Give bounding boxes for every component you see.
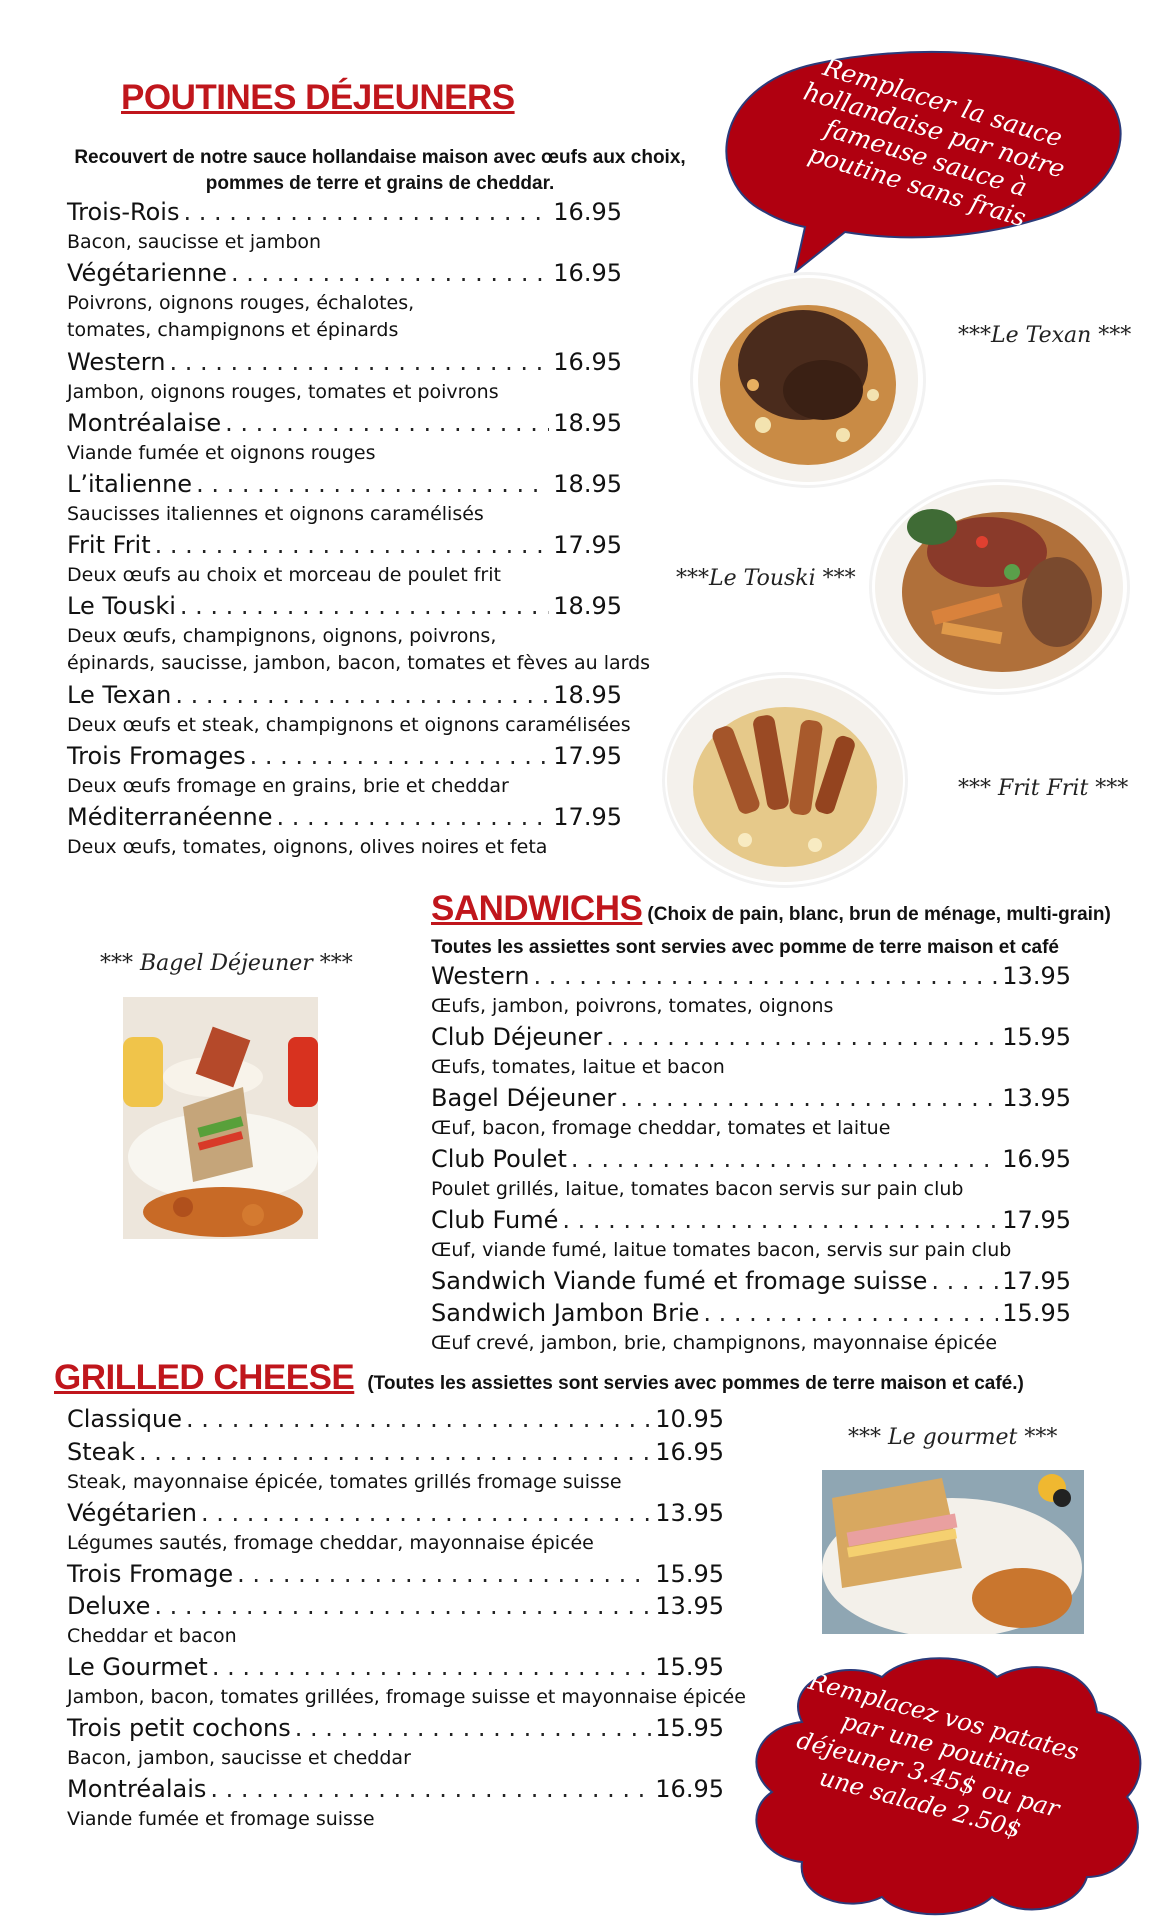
menu-item-price: 16.95 — [553, 259, 622, 287]
menu-item — [67, 197, 622, 227]
grilled-title: GRILLED CHEESE — [54, 1358, 355, 1397]
menu-item-price: 15.95 — [1002, 1299, 1071, 1327]
dot-leader — [210, 1774, 651, 1804]
dot-leader — [155, 530, 550, 560]
menu-item-description: Œufs, tomates, laitue et bacon — [431, 1056, 725, 1078]
menu-item-name: Trois petit cochons — [67, 1714, 291, 1742]
menu-item — [67, 408, 622, 438]
menu-item-price: 17.95 — [1002, 1206, 1071, 1234]
menu-item-name: Trois-Rois — [67, 198, 180, 226]
dot-leader — [169, 347, 549, 377]
menu-item-name: Western — [431, 962, 530, 990]
menu-item — [67, 591, 622, 621]
menu-item-name: Club Fumé — [431, 1206, 559, 1234]
menu-item-description: tomates, champignons et épinards — [67, 319, 399, 341]
poutines-intro — [40, 145, 720, 197]
menu-item-price: 13.95 — [655, 1499, 724, 1527]
menu-item-price: 18.95 — [553, 592, 622, 620]
menu-item-name: Western — [67, 348, 166, 376]
menu-item-name: Méditerranéenne — [67, 803, 273, 831]
menu-item-name: Trois Fromages — [67, 742, 246, 770]
menu-item — [431, 1298, 1071, 1328]
menu-item-description: Œuf, viande fumé, laitue tomates bacon, servis sur pain club — [431, 1239, 1012, 1261]
menu-item — [67, 1498, 724, 1528]
menu-item-description: Légumes sautés, fromage cheddar, mayonnaise épicée — [67, 1532, 594, 1554]
menu-item-price: 16.95 — [1002, 1145, 1071, 1173]
photo-frit-frit — [665, 675, 905, 885]
menu-item-description: Œuf crevé, jambon, brie, champignons, mayonnaise épicée — [431, 1332, 998, 1354]
menu-item — [431, 1022, 1071, 1052]
sandwichs-intro: Toutes les assiettes sont servies avec pomme de terre maison et café — [431, 937, 1059, 958]
menu-item-name: Trois Fromage — [67, 1560, 234, 1588]
poutines-intro-line-1: Recouvert de notre sauce hollandaise maison avec œufs aux choix, — [74, 147, 686, 168]
dot-leader — [225, 408, 549, 438]
menu-item-name: Végétarienne — [67, 259, 227, 287]
menu-item-name: Deluxe — [67, 1592, 151, 1620]
menu-item-price: 17.95 — [553, 803, 622, 831]
menu-item — [67, 1437, 724, 1467]
menu-item — [67, 1713, 724, 1743]
menu-item-name: Classique — [67, 1405, 183, 1433]
menu-item-description: Deux œufs, champignons, oignons, poivrons, — [67, 625, 497, 647]
menu-item-name: Bagel Déjeuner — [431, 1084, 617, 1112]
photo-le-texan — [693, 275, 923, 485]
dot-leader — [231, 258, 549, 288]
menu-item-price: 13.95 — [1002, 962, 1071, 990]
menu-item-description: Bacon, jambon, saucisse et cheddar — [67, 1747, 411, 1769]
menu-item-price: 15.95 — [655, 1560, 724, 1588]
menu-item — [431, 961, 1071, 991]
menu-item — [431, 1144, 1071, 1174]
menu-item — [67, 530, 622, 560]
sandwichs-subtitle: (Choix de pain, blanc, brun de ménage, multi-grain) — [647, 904, 1111, 925]
menu-item-price: 15.95 — [655, 1653, 724, 1681]
menu-item — [67, 802, 622, 832]
dot-leader — [154, 1591, 651, 1621]
menu-item-price: 13.95 — [1002, 1084, 1071, 1112]
menu-item — [431, 1083, 1071, 1113]
menu-item-price: 18.95 — [553, 470, 622, 498]
menu-item — [67, 1404, 724, 1434]
menu-item-description: Viande fumée et fromage suisse — [67, 1808, 375, 1830]
menu-item-name: Frit Frit — [67, 531, 151, 559]
menu-item-price: 17.95 — [553, 531, 622, 559]
dot-leader — [186, 1404, 651, 1434]
menu-item — [67, 741, 622, 771]
menu-item-name: Le Texan — [67, 681, 172, 709]
menu-item-name: Montréalais — [67, 1775, 207, 1803]
poutines-title: POUTINES DÉJEUNERS — [121, 78, 515, 117]
menu-item — [67, 469, 622, 499]
dot-leader — [237, 1559, 651, 1589]
dot-leader — [295, 1713, 652, 1743]
menu-item-description: Œufs, jambon, poivrons, tomates, oignons — [431, 995, 834, 1017]
menu-item-description: Viande fumée et oignons rouges — [67, 442, 376, 464]
menu-item-price: 18.95 — [553, 409, 622, 437]
menu-item — [431, 1205, 1071, 1235]
sandwichs-header — [431, 889, 1111, 929]
bubble-bottom-text: Remplacez vos patates par une poutine déjeuner 3.45$ ou par une salade 2.50$ — [793, 1667, 1082, 1844]
dot-leader — [196, 469, 549, 499]
menu-item-price: 16.95 — [553, 198, 622, 226]
dot-leader — [175, 680, 549, 710]
menu-item-name: Le Touski — [67, 592, 176, 620]
menu-item — [67, 1774, 724, 1804]
menu-item — [67, 1652, 724, 1682]
grilled-header — [54, 1358, 1024, 1398]
menu-item-description: Jambon, bacon, tomates grillées, fromage suisse et mayonnaise épicée — [67, 1686, 746, 1708]
bubble-top-text: Remplacer la sauce hollandaise par notre fameuse sauce à poutine sans frais — [800, 52, 1069, 233]
photo-le-gourmet — [822, 1458, 1084, 1634]
menu-item-description: Bacon, saucisse et jambon — [67, 231, 322, 253]
menu-item — [67, 347, 622, 377]
menu-item-description: Deux œufs au choix et morceau de poulet frit — [67, 564, 501, 586]
menu-item-price: 16.95 — [655, 1438, 724, 1466]
dot-leader — [201, 1498, 651, 1528]
menu-item-description: Steak, mayonnaise épicée, tomates grillés fromage suisse — [67, 1471, 622, 1493]
dot-leader — [620, 1083, 998, 1113]
menu-item-description: Deux œufs et steak, champignons et oignons caramélisées — [67, 714, 631, 736]
menu-item — [67, 258, 622, 288]
dot-leader — [562, 1205, 998, 1235]
menu-item — [67, 680, 622, 710]
menu-item-price: 10.95 — [655, 1405, 724, 1433]
menu-item — [431, 1266, 1071, 1296]
menu-item-name: L’italienne — [67, 470, 193, 498]
caption-bagel: *** Bagel Déjeuner *** — [100, 951, 353, 976]
menu-item-description: Poivrons, oignons rouges, échalotes, — [67, 292, 415, 314]
menu-item-price: 15.95 — [655, 1714, 724, 1742]
menu-item-name: Végétarien — [67, 1499, 197, 1527]
dot-leader — [571, 1144, 998, 1174]
menu-item-price: 18.95 — [553, 681, 622, 709]
menu-item-name: Sandwich Jambon Brie — [431, 1299, 700, 1327]
menu-item-description: Poulet grillés, laitue, tomates bacon servis sur pain club — [431, 1178, 964, 1200]
grilled-subtitle: (Toutes les assiettes sont servies avec pommes de terre maison et café.) — [367, 1373, 1024, 1394]
dot-leader — [931, 1266, 998, 1296]
menu-item-price: 16.95 — [553, 348, 622, 376]
menu-item-description: Œuf, bacon, fromage cheddar, tomates et laitue — [431, 1117, 891, 1139]
photo-le-touski — [872, 482, 1127, 692]
menu-item-name: Sandwich Viande fumé et fromage suisse — [431, 1267, 928, 1295]
caption-le-texan: ***Le Texan *** — [958, 323, 1132, 348]
caption-le-touski: ***Le Touski *** — [676, 566, 856, 591]
menu-item-description: épinards, saucisse, jambon, bacon, tomates et fèves au lards — [67, 652, 651, 674]
menu-item-price: 16.95 — [655, 1775, 724, 1803]
caption-frit-frit: *** Frit Frit *** — [958, 776, 1129, 801]
dot-leader — [533, 961, 998, 991]
menu-item — [67, 1559, 724, 1589]
dot-leader — [277, 802, 550, 832]
sandwichs-title: SANDWICHS — [431, 889, 643, 928]
dot-leader — [212, 1652, 651, 1682]
menu-item-name: Club Déjeuner — [431, 1023, 603, 1051]
menu-item-price: 17.95 — [1002, 1267, 1071, 1295]
menu-item — [67, 1591, 724, 1621]
menu-item-price: 13.95 — [655, 1592, 724, 1620]
dot-leader — [139, 1437, 651, 1467]
menu-item-description: Saucisses italiennes et oignons caramélisés — [67, 503, 484, 525]
caption-le-gourmet: *** Le gourmet *** — [848, 1425, 1058, 1450]
menu-item-description: Deux œufs fromage en grains, brie et cheddar — [67, 775, 509, 797]
dot-leader — [606, 1022, 998, 1052]
menu-item-description: Deux œufs, tomates, oignons, olives noires et feta — [67, 836, 548, 858]
menu-item-description: Cheddar et bacon — [67, 1625, 237, 1647]
dot-leader — [183, 197, 549, 227]
dot-leader — [703, 1298, 998, 1328]
menu-item-price: 15.95 — [1002, 1023, 1071, 1051]
dot-leader — [250, 741, 550, 771]
menu-item-price: 17.95 — [553, 742, 622, 770]
poutines-intro-line-2: pommes de terre et grains de cheddar. — [205, 173, 555, 194]
menu-item-name: Club Poulet — [431, 1145, 567, 1173]
menu-item-name: Steak — [67, 1438, 136, 1466]
menu-item-name: Montréalaise — [67, 409, 222, 437]
dot-leader — [180, 591, 549, 621]
menu-item-description: Jambon, oignons rouges, tomates et poivrons — [67, 381, 499, 403]
menu-item-name: Le Gourmet — [67, 1653, 208, 1681]
photo-bagel-dejeuner — [123, 997, 318, 1239]
